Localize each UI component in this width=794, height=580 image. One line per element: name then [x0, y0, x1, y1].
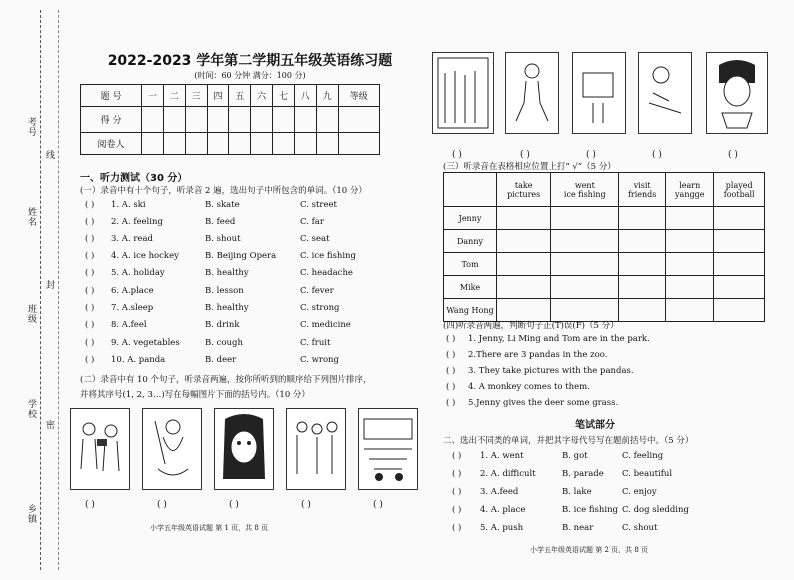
class-label: 班级 [28, 305, 38, 325]
check-cell[interactable] [714, 276, 765, 299]
picture-answer-paren[interactable]: ( ) [728, 150, 738, 160]
option-b: B. parade [562, 469, 604, 479]
answer-paren[interactable]: ( ) [85, 268, 95, 278]
written-part2-instruction: 二、选出不同类的单词，并把其字母代号写在题前括号中。（5 分） [443, 436, 694, 446]
page-title: 2022-2023 学年第二学期五年级英语练习题 [107, 53, 393, 69]
seal-mark-line: 线 [46, 151, 56, 161]
list-item [85, 338, 405, 352]
statement-text: 2.There are 3 pandas in the zoo. [468, 350, 608, 360]
picture-answer-paren[interactable]: ( ) [229, 500, 239, 510]
score-cell[interactable] [251, 107, 273, 133]
score-table-header-cell: 八 [294, 85, 316, 107]
option-c: C. shout [622, 523, 658, 533]
check-cell[interactable] [619, 299, 666, 322]
seal-mark-secret: 密 [46, 421, 56, 431]
check-cell[interactable] [619, 253, 666, 276]
township-label: 乡镇 [28, 505, 38, 525]
picture-answer-paren[interactable]: ( ) [452, 150, 462, 160]
picture-ice-fishing [142, 408, 202, 490]
answer-paren[interactable]: ( ) [446, 334, 456, 344]
option-b: B. near [562, 523, 594, 533]
grader-cell[interactable] [316, 133, 338, 155]
option-c: C. strong [300, 303, 340, 313]
score-cell[interactable] [163, 107, 185, 133]
answer-paren[interactable]: ( ) [85, 303, 95, 313]
column-header: take pictures [497, 173, 551, 207]
grader-cell[interactable] [229, 133, 251, 155]
answer-paren[interactable]: ( ) [446, 382, 456, 392]
list-item [446, 382, 776, 396]
exam-number-label: 考号 [28, 118, 38, 138]
answer-paren[interactable]: ( ) [452, 451, 462, 461]
option-b: B. cough [205, 338, 243, 348]
score-row-label: 得 分 [81, 107, 142, 133]
option-c: C. wrong [300, 355, 339, 365]
grader-cell[interactable] [338, 133, 379, 155]
option-c: C. dog sledding [622, 505, 689, 515]
listening-heading: 一、听力测试（30 分） [80, 173, 188, 184]
grader-cell[interactable] [273, 133, 295, 155]
list-item [446, 350, 776, 364]
picture-taking-photos [70, 408, 130, 490]
check-cell[interactable] [551, 230, 619, 253]
row-label: Jenny [444, 207, 497, 230]
option-c: C. street [300, 200, 337, 210]
option-a: 4. A. place [480, 505, 526, 515]
score-cell[interactable] [229, 107, 251, 133]
option-b: B. healthy [205, 303, 249, 313]
picture-street [358, 408, 418, 490]
check-cell[interactable] [714, 230, 765, 253]
row-label: Wang Hong [444, 299, 497, 322]
grader-cell[interactable] [294, 133, 316, 155]
option-a: 2. A. difficult [480, 469, 536, 479]
picture-crowd [432, 52, 494, 134]
answer-paren[interactable]: ( ) [85, 286, 95, 296]
option-b: B. Beijing Opera [205, 251, 277, 261]
option-c: C. ice fishing [300, 251, 356, 261]
list-item [452, 487, 772, 501]
part2-instruction-line1: (二）录音中有 10 个句子，听录音两遍，按你所听到的顺序给下列图片排序， [80, 375, 372, 385]
column-header: played football [714, 173, 765, 207]
list-item [85, 303, 405, 317]
answer-paren[interactable]: ( ) [452, 469, 462, 479]
exam-time-score: (时间：60 分钟 满分：100 分) [194, 71, 306, 80]
picture-computer [572, 52, 626, 134]
list-item [85, 355, 405, 369]
option-b: B. healthy [205, 268, 249, 278]
option-c: C. seat [300, 234, 330, 244]
check-cell[interactable] [666, 207, 714, 230]
option-a: 2. A. feeling [111, 217, 163, 227]
grader-cell[interactable] [142, 133, 164, 155]
check-cell[interactable] [666, 299, 714, 322]
answer-paren[interactable]: ( ) [446, 350, 456, 360]
check-cell[interactable] [497, 253, 551, 276]
part4-instruction: (四)听录音两遍，判断句子正(T)误(F)（5 分） [443, 321, 619, 331]
grader-cell[interactable] [251, 133, 273, 155]
option-a: 10. A. panda [111, 355, 166, 365]
check-cell[interactable] [666, 253, 714, 276]
activity-table [443, 172, 765, 322]
option-a: 5. A. push [480, 523, 524, 533]
option-c: C. beautiful [622, 469, 673, 479]
score-cell[interactable] [316, 107, 338, 133]
picture-answer-paren[interactable]: ( ) [373, 500, 383, 510]
statement-text: 4. A monkey comes to them. [468, 382, 590, 392]
list-item [85, 200, 405, 214]
score-cell[interactable] [273, 107, 295, 133]
part3-instruction: (三）听录音在表格相应位置上打“ √”（5 分） [443, 162, 616, 172]
answer-paren[interactable]: ( ) [85, 234, 95, 244]
answer-paren[interactable]: ( ) [446, 398, 456, 408]
check-cell[interactable] [619, 207, 666, 230]
grader-cell[interactable] [207, 133, 229, 155]
option-a: 6. A.place [111, 286, 154, 296]
option-b: B. skate [205, 200, 240, 210]
list-item [452, 469, 772, 483]
check-cell[interactable] [714, 207, 765, 230]
picture-answer-paren[interactable]: ( ) [652, 150, 662, 160]
check-cell[interactable] [497, 276, 551, 299]
picture-answer-paren[interactable]: ( ) [520, 150, 530, 160]
check-cell[interactable] [497, 230, 551, 253]
picture-answer-paren[interactable]: ( ) [586, 150, 596, 160]
answer-paren[interactable]: ( ) [452, 523, 462, 533]
picture-skater [505, 52, 559, 134]
score-cell[interactable] [207, 107, 229, 133]
list-item [446, 334, 776, 348]
option-a: 4. A. ice hockey [111, 251, 179, 261]
list-item [85, 268, 405, 282]
grader-cell[interactable] [185, 133, 207, 155]
option-b: B. lesson [205, 286, 244, 296]
seal-mark-seal: 封 [46, 281, 56, 291]
score-table-header-cell: 五 [229, 85, 251, 107]
column-header: visit friends [619, 173, 666, 207]
list-item [452, 451, 772, 465]
binding-line-inner [58, 10, 59, 570]
option-b: B. deer [205, 355, 237, 365]
list-item [446, 366, 776, 380]
list-item [85, 234, 405, 248]
check-cell[interactable] [619, 230, 666, 253]
answer-paren[interactable]: ( ) [452, 505, 462, 515]
grader-cell[interactable] [163, 133, 185, 155]
score-table-header-cell: 等级 [338, 85, 379, 107]
option-a: 3. A. read [111, 234, 153, 244]
picture-girl-eating [706, 52, 768, 134]
option-b: B. got [562, 451, 588, 461]
school-label: 学校 [28, 400, 38, 420]
score-table-header-cell: 三 [185, 85, 207, 107]
table-corner-cell [444, 173, 497, 207]
option-a: 5. A. holiday [111, 268, 165, 278]
grader-row-label: 阅卷人 [81, 133, 142, 155]
score-cell[interactable] [294, 107, 316, 133]
list-item [85, 251, 405, 265]
check-cell[interactable] [714, 299, 765, 322]
answer-paren[interactable]: ( ) [85, 355, 95, 365]
statement-text: 3. They take pictures with the pandas. [468, 366, 634, 376]
row-label: Danny [444, 230, 497, 253]
option-c: C. fruit [300, 338, 331, 348]
picture-answer-paren[interactable]: ( ) [157, 500, 167, 510]
part1-instruction: (一）录音中有十个句子，听录音 2 遍，选出句子中所包含的单词。（10 分） [80, 186, 367, 196]
check-cell[interactable] [666, 230, 714, 253]
option-a: 3. A.feed [480, 487, 519, 497]
list-item [446, 398, 776, 412]
answer-paren[interactable]: ( ) [85, 217, 95, 227]
score-cell[interactable] [185, 107, 207, 133]
page-footer-left: 小学五年级英语试题 第 1 页，共 8 页 [150, 524, 269, 532]
check-cell[interactable] [497, 207, 551, 230]
answer-paren[interactable]: ( ) [446, 366, 456, 376]
option-a: 9. A. vegetables [111, 338, 180, 348]
option-a: 1. A. went [480, 451, 524, 461]
check-cell[interactable] [714, 253, 765, 276]
check-cell[interactable] [551, 207, 619, 230]
option-c: C. feeling [622, 451, 664, 461]
check-cell[interactable] [551, 253, 619, 276]
option-a: 8. A.feel [111, 320, 147, 330]
written-heading: 笔试部分 [575, 420, 615, 431]
part2-instruction-line2: 并将其序号(1, 2, 3…)写在每幅图片下面的括号内。（10 分） [80, 390, 310, 400]
binding-line [40, 10, 41, 570]
score-table [80, 84, 380, 155]
check-cell[interactable] [619, 276, 666, 299]
picture-sledding [638, 52, 692, 134]
statement-text: 1. Jenny, Li Ming and Tom are in the park. [468, 334, 650, 344]
answer-paren[interactable]: ( ) [452, 487, 462, 497]
list-item [85, 286, 405, 300]
score-table-header-cell: 一 [142, 85, 164, 107]
score-table-header-cell: 七 [273, 85, 295, 107]
option-a: 7. A.sleep [111, 303, 154, 313]
list-item [452, 523, 772, 537]
picture-family [286, 408, 346, 490]
column-header: went ice fishing [551, 173, 619, 207]
score-table-header-cell: 题 号 [81, 85, 142, 107]
list-item [452, 505, 772, 519]
option-a: 1. A. ski [111, 200, 146, 210]
option-c: C. far [300, 217, 324, 227]
check-cell[interactable] [666, 276, 714, 299]
answer-paren[interactable]: ( ) [85, 338, 95, 348]
page-footer-right: 小学五年级英语试题 第 2 页，共 8 页 [530, 546, 649, 554]
score-table-header-cell: 二 [163, 85, 185, 107]
option-c: C. fever [300, 286, 334, 296]
name-label: 姓名 [28, 208, 38, 228]
list-item [85, 217, 405, 231]
score-table-header-cell: 四 [207, 85, 229, 107]
score-table-header-cell: 六 [251, 85, 273, 107]
option-b: B. drink [205, 320, 240, 330]
column-header: learn yangge [666, 173, 714, 207]
option-b: B. lake [562, 487, 592, 497]
option-c: C. enjoy [622, 487, 657, 497]
check-cell[interactable] [551, 276, 619, 299]
score-table-header-cell: 九 [316, 85, 338, 107]
option-c: C. headache [300, 268, 353, 278]
list-item [85, 320, 405, 334]
option-b: B. shout [205, 234, 241, 244]
row-label: Mike [444, 276, 497, 299]
row-label: Tom [444, 253, 497, 276]
answer-paren[interactable]: ( ) [85, 320, 95, 330]
picture-answer-paren[interactable]: ( ) [301, 500, 311, 510]
picture-sick-girl [214, 408, 274, 490]
picture-answer-paren[interactable]: ( ) [85, 500, 95, 510]
answer-paren[interactable]: ( ) [85, 200, 95, 210]
score-cell[interactable] [338, 107, 379, 133]
option-c: C. medicine [300, 320, 351, 330]
answer-paren[interactable]: ( ) [85, 251, 95, 261]
score-cell[interactable] [142, 107, 164, 133]
option-b: B. ice fishing [562, 505, 619, 515]
statement-text: 5.Jenny gives the deer some grass. [468, 398, 619, 408]
option-b: B. feed [205, 217, 236, 227]
